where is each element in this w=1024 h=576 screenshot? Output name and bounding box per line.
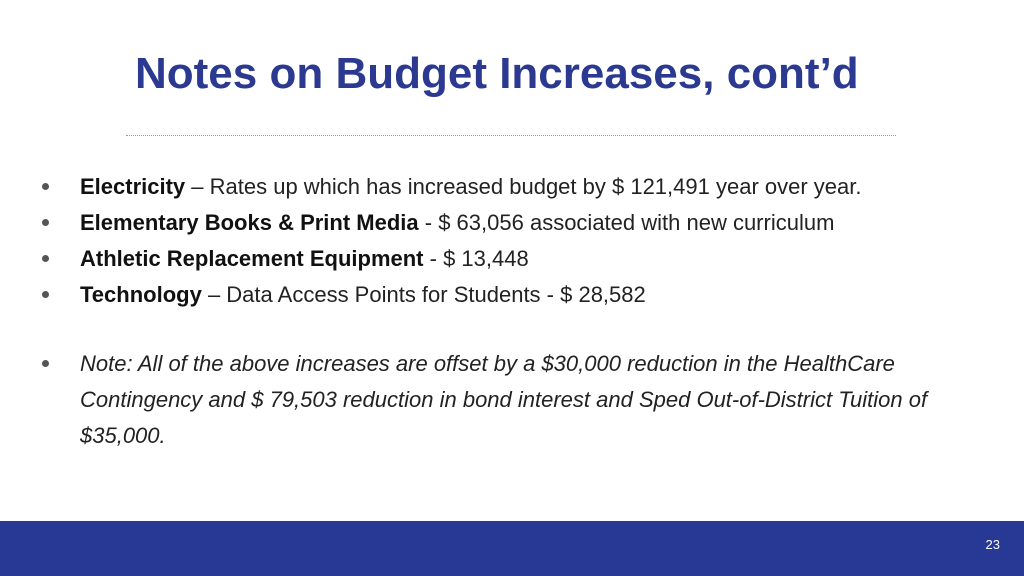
bullet-dot-icon — [42, 291, 49, 298]
bullet-dot-icon — [42, 183, 49, 190]
bullet-item-electricity — [0, 169, 1024, 205]
bullet-content — [80, 169, 862, 205]
bullet-text: – Rates up which has increased budget by $ 121,491 year over year. — [185, 174, 862, 199]
bullet-item-technology — [0, 277, 1024, 313]
slide-title: Notes on Budget Increases, cont’d — [135, 49, 859, 98]
bullet-dot-icon — [42, 219, 49, 226]
title-divider — [126, 135, 896, 136]
page-number: 23 — [985, 537, 1000, 552]
bullet-text: - $ 13,448 — [423, 246, 529, 271]
bullet-text: – Data Access Points for Students - $ 28,582 — [201, 282, 646, 307]
bullet-dot-icon — [42, 255, 49, 262]
bullet-item-athletic-equipment — [0, 241, 1024, 277]
bullet-heading: Technology — [80, 282, 202, 307]
bullet-list — [0, 169, 1024, 313]
footer-bar — [0, 521, 1024, 576]
bullet-item-elementary-books — [0, 205, 1024, 241]
bullet-content — [80, 205, 834, 241]
bullet-heading: Athletic Replacement Equipment — [80, 246, 424, 271]
note-text: Note: All of the above increases are offset by a $30,000 reduction in the HealthCare Contingency and $ 79,503 reduction in bond interest and Sped Out-of-District Tuition of $35,000. — [80, 351, 928, 448]
bullet-heading: Elementary Books & Print Media — [80, 210, 419, 235]
bullet-text: - $ 63,056 associated with new curriculum — [418, 210, 835, 235]
bullet-heading: Electricity — [80, 174, 186, 199]
bullet-dot-icon — [42, 360, 49, 367]
bullet-content — [80, 277, 646, 313]
bullet-content — [80, 241, 529, 277]
